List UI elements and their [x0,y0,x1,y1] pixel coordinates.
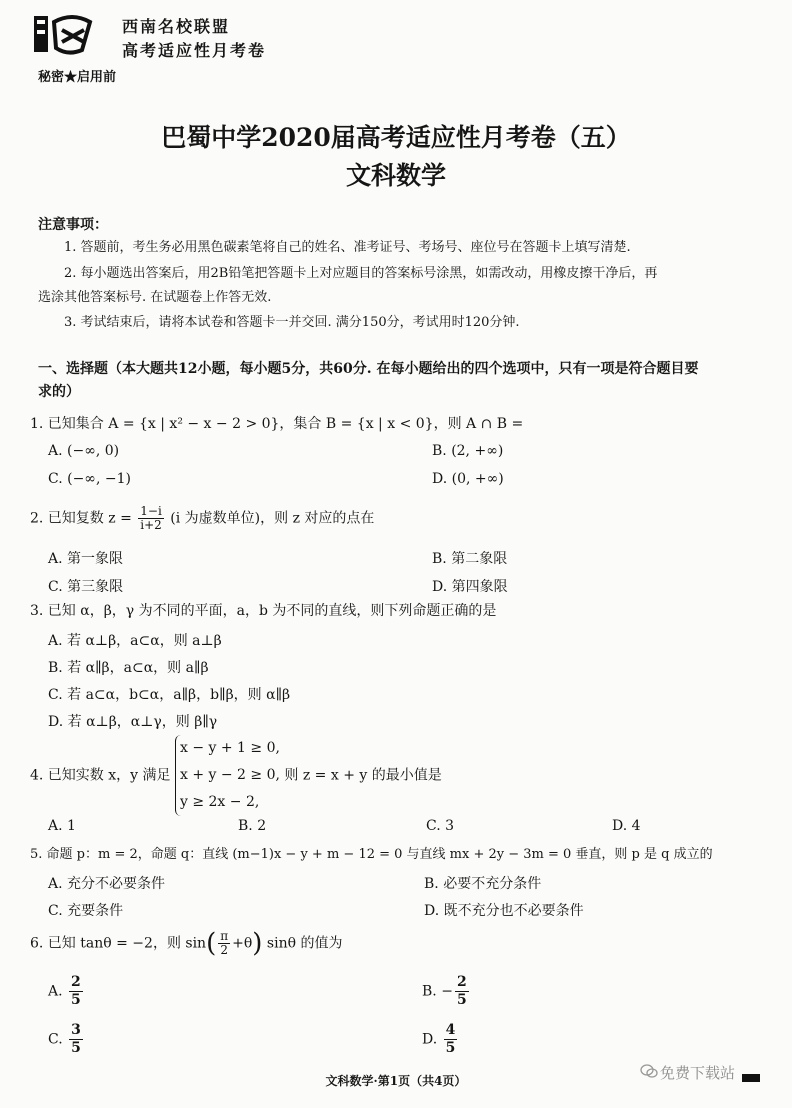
question-3-option-b: B. 若 α∥β，a⊂α，则 a∥β [48,660,209,676]
fraction-numerator: 1−i [140,504,162,518]
option-d-num: 4 [445,1022,456,1038]
question-3-option-c: C. 若 a⊂α，b⊂α，a∥β，b∥β，则 α∥β [48,687,291,703]
watermark-text: 免费下载站 [660,1064,736,1082]
question-6-pre: 6. 已知 tanθ = −2，则 sin [30,935,207,952]
option-a-fraction [69,974,83,1009]
question-2-option-d: D. 第四象限 [432,579,508,595]
question-4-option-c: C. 3 [426,818,455,834]
page-corner-mark [742,1074,760,1082]
question-6-option-c [48,1022,85,1057]
question-6-option-b [422,974,471,1009]
exam-title: 巴蜀中学2020届高考适应性月考卷（五） [161,123,631,152]
option-d-label: D. [422,1031,438,1048]
question-6-option-d [422,1022,459,1057]
question-1-option-b: B. (2, +∞) [432,443,504,459]
question-2-fraction [138,505,164,532]
confidential-label: 秘密★启用前 [38,70,117,85]
fraction-denominator: i+2 [140,518,162,532]
question-1-option-c: C. (−∞, −1) [48,471,131,487]
question-2-option-c: C. 第三象限 [48,579,124,595]
question-2-option-a: A. 第一象限 [48,551,124,567]
question-6-stem [30,930,342,957]
question-2-pre: 2. 已知复数 z = [30,510,132,527]
option-c-num: 3 [71,1022,81,1038]
question-6-option-a [48,974,85,1009]
left-paren: ( [206,928,217,959]
exam-subject: 文科数学 [345,161,446,190]
question-5-option-d: D. 既不充分也不必要条件 [424,903,584,919]
publisher-logo [32,12,102,56]
question-6-inner: +θ [232,935,253,952]
question-2-option-b: B. 第二象限 [432,551,508,567]
option-c-den: 5 [71,1040,81,1056]
note-3: 3. 考试结束后，请将本试卷和答题卡一并交回. 满分150分，考试用时120分钟. [64,315,520,330]
note-1: 1. 答题前，考生务必用黑色碳素笔将自己的姓名、准考证号、考场号、座位号在答题卡上填写清楚. [64,240,631,255]
question-4-option-a: A. 1 [48,818,76,834]
note-2-cont: 选涂其他答案标号. 在试题卷上作答无效. [38,290,272,305]
question-1-stem: 1. 已知集合 A = {x | x² − x − 2 > 0}，集合 B = {x | x < 0}，则 A ∩ B = [30,416,524,432]
section-line-2: 求的） [38,384,80,400]
question-4-option-d: D. 4 [612,818,641,834]
option-b-label: B. [422,983,437,1000]
option-b-fraction [455,974,469,1009]
option-d-fraction [444,1022,458,1057]
question-4-post: 则 z = x + y 的最小值是 [284,767,442,784]
section-line-1: 一、选择题（本大题共12小题，每小题5分，共60分. 在每小题给出的四个选项中，只有一项是符合题目要 [38,361,699,377]
league-name: 西南名校联盟 [122,17,231,36]
question-4-option-b: B. 2 [238,818,267,834]
option-d-den: 5 [445,1040,456,1056]
notes-heading: 注意事项： [38,217,108,233]
constraint-1: x − y + 1 ≥ 0, [179,740,280,756]
note-2: 2. 每小题选出答案后，用2B铅笔把答题卡上对应题目的答案标号涂黑，如需改动，用橡皮擦干净后，再 [64,266,658,281]
question-2-post: (i 为虚数单位)，则 z 对应的点在 [170,510,375,527]
pi-denominator: 2 [220,943,228,957]
question-2-stem [30,505,374,532]
pi-numerator: π [220,929,229,943]
option-a-label: A. [48,983,63,1000]
question-5-option-c: C. 充要条件 [48,903,124,919]
option-a-den: 5 [71,992,81,1008]
option-c-label: C. [48,1031,63,1048]
pi-over-2 [218,930,230,957]
question-5-stem: 5. 命题 p：m = 2，命题 q：直线 (m−1)x − y + m − 12 = 0 与直线 mx + 2y − 3m = 0 垂直，则 p 是 q 成立的 [30,847,713,862]
option-b-num: 2 [456,974,467,990]
question-1-option-a: A. (−∞, 0) [48,443,120,459]
page-footer: 文科数学·第1页（共4页） [325,1074,467,1088]
question-4-pre: 4. 已知实数 x，y 满足 [30,767,171,784]
constraint-2: x + y − 2 ≥ 0, [179,767,280,783]
question-1-option-d: D. (0, +∞) [432,471,504,487]
option-b-den: 5 [456,992,467,1008]
wechat-icon [640,1063,658,1079]
option-c-fraction [69,1022,83,1057]
question-5-option-b: B. 必要不充分条件 [424,876,542,892]
question-3-option-a: A. 若 α⊥β，a⊂α，则 a⊥β [48,633,222,649]
section-heading [38,358,788,404]
constraint-3: y ≥ 2x − 2, [179,794,260,810]
constraint-system [175,735,280,816]
option-b-sign: − [441,983,453,1000]
question-4-stem [30,735,442,816]
option-a-num: 2 [71,974,81,990]
question-6-post: sinθ 的值为 [266,935,343,952]
right-paren: ) [252,928,263,959]
question-3-stem: 3. 已知 α，β，γ 为不同的平面，a，b 为不同的直线，则下列命题正确的是 [30,603,497,619]
exam-series: 高考适应性月考卷 [122,41,267,60]
question-5-option-a: A. 充分不必要条件 [48,876,166,892]
question-3-option-d: D. 若 α⊥β，α⊥γ，则 β∥γ [48,714,218,730]
